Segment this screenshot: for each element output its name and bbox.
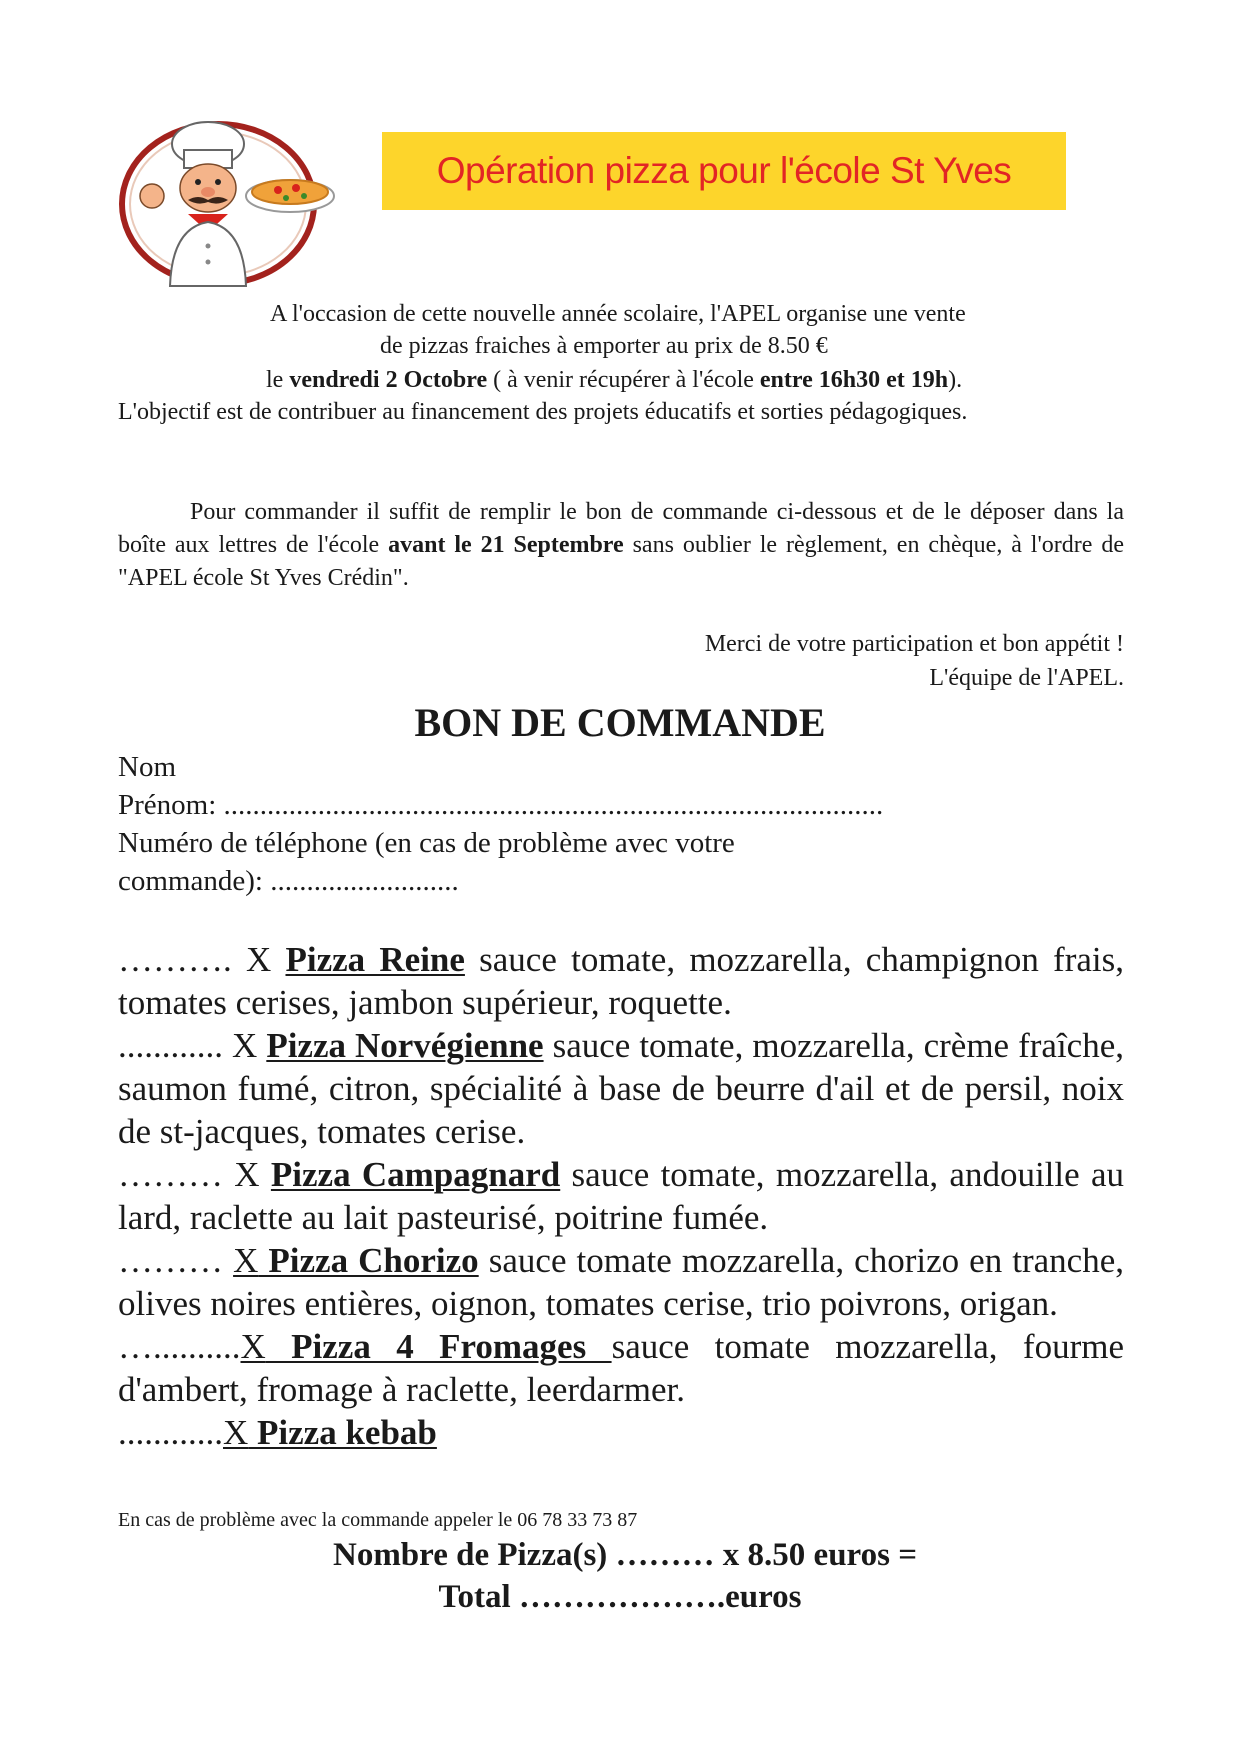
firstname-field: Prénom: ........................................................................................... [118, 789, 884, 821]
pizza-name: Pizza Chorizo [258, 1241, 479, 1280]
intro-line-2: de pizzas fraiches à emporter au prix de 8.50 € [380, 333, 828, 359]
times-mark: X [240, 1327, 266, 1366]
phone-field-line-2: commande): .......................... [118, 865, 459, 897]
phone-field-line-1: Numéro de téléphone (en cas de problème avec votre [118, 827, 735, 859]
times-mark: X [233, 1241, 259, 1280]
quantity-blank: ……… [118, 1241, 234, 1280]
name-label: Nom [118, 751, 176, 783]
quantity-blank: ……… X [118, 1155, 271, 1194]
pizza-item [118, 938, 1124, 1024]
quantity-blank: ………. X [118, 940, 286, 979]
title-banner [382, 132, 1066, 210]
order-form-heading: BON DE COMMANDE [414, 700, 826, 745]
pizza-name: Pizza Norvégienne [266, 1026, 544, 1065]
pizza-description: sauce tomate, mozzarella, crème fraîche, saumon fumé, citron, spécialité à base de beurre d'ail et de persil, noix de st-jacques, tomates cerise. [118, 1026, 1124, 1151]
page-title: Opération pizza pour l'école St Yves [436, 150, 1012, 191]
pizza-list [118, 938, 1124, 1454]
team-signature: L'équipe de l'APEL. [929, 665, 1124, 691]
problem-contact-note: En cas de problème avec la commande appeler le 06 78 33 73 87 [118, 1509, 638, 1531]
intro-line-1: A l'occasion de cette nouvelle année scolaire, l'APEL organise une vente [270, 301, 966, 327]
customer-fields [118, 748, 883, 900]
chef-logo-icon [112, 110, 344, 290]
times-mark: X [223, 1413, 249, 1452]
pizza-description: sauce tomate, mozzarella, champignon frais, tomates cerises, jambon supérieur, roquette. [118, 940, 1124, 1022]
pizza-description: sauce tomate mozzarella, fourme d'ambert, fromage à raclette, leerdarmer. [118, 1327, 1125, 1409]
quantity-blank: ............ [118, 1413, 223, 1452]
pizza-item [118, 1411, 1124, 1454]
pizza-item [118, 1153, 1124, 1239]
intro-line-3: le vendredi 2 Octobre ( à venir récupérer à l'école entre 16h30 et 19h). [266, 367, 963, 393]
quantity-blank: ............ X [118, 1026, 267, 1065]
pizza-item [118, 1325, 1124, 1411]
objective-paragraph: L'objectif est de contribuer au financement des projets éducatifs et sorties pédagogiques. [118, 399, 968, 425]
pizza-name: Pizza Campagnard [270, 1155, 561, 1194]
pizza-name: Pizza kebab [248, 1413, 437, 1452]
pizza-name: Pizza Reine [285, 940, 465, 979]
pizza-description: sauce tomate, mozzarella, andouille au lard, raclette au lait pasteurisé, poitrine fumée. [118, 1155, 1124, 1237]
pizza-count-line: Nombre de Pizza(s) ……… x 8.50 euros = [332, 1537, 917, 1573]
quantity-blank: ….......... [118, 1327, 241, 1366]
pizza-item [118, 1239, 1124, 1325]
total-line: Total ……………….euros [438, 1579, 802, 1615]
pizza-name: Pizza 4 Fromages [265, 1327, 612, 1366]
pizza-description: sauce tomate mozzarella, chorizo en tranche, olives noires entières, oignon, tomates cerise, trio poivrons, origan. [118, 1241, 1124, 1323]
instructions-paragraph: Pour commander il suffit de remplir le bon de commande ci-dessous et de le déposer dans la boîte aux lettres de l'école avant le 21 Septembre sans oublier le règlement, en chèque, à l'ordre de "APEL école St Yves Crédin". [118, 499, 1124, 591]
pizza-item [118, 1024, 1124, 1153]
thanks-line: Merci de votre participation et bon appétit ! [704, 631, 1124, 657]
